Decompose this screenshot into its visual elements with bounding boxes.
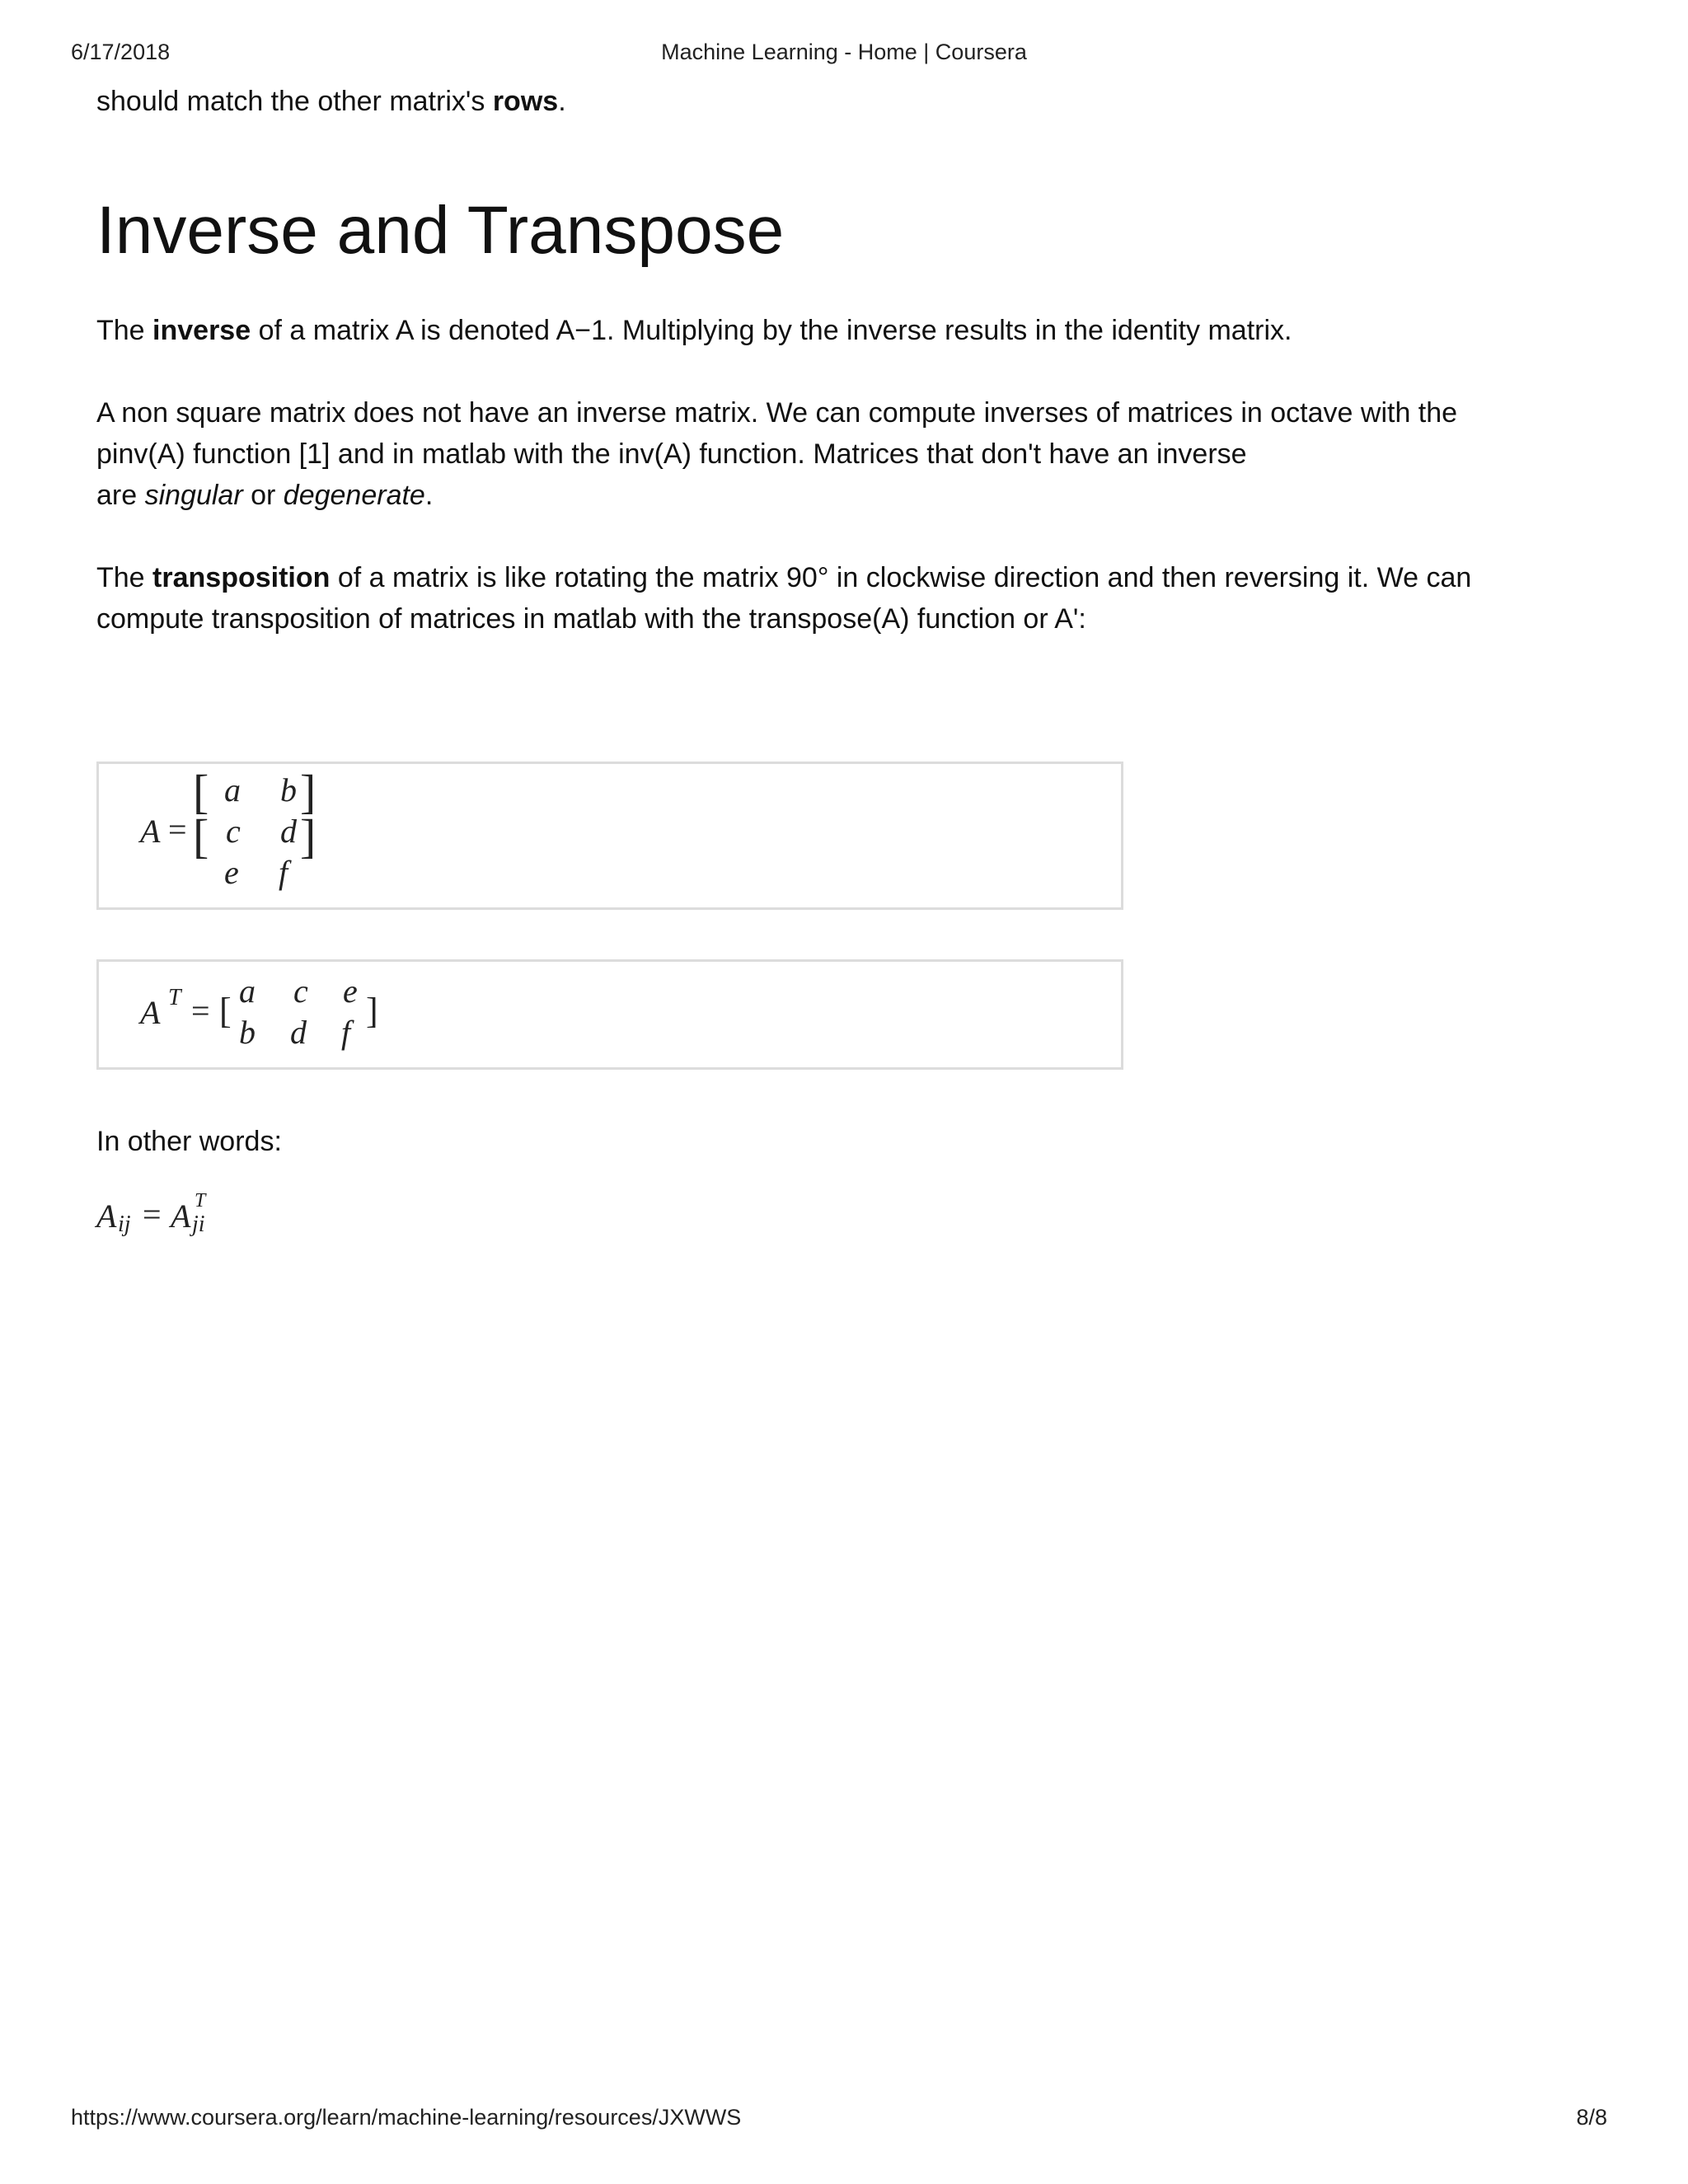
intro-suffix: . <box>558 86 566 117</box>
matrix-a-cell: f <box>279 854 288 891</box>
term-degenerate: degenerate <box>283 480 425 511</box>
nonsquare-line-3-prefix: are <box>96 480 145 511</box>
term-singular: singular <box>144 480 243 511</box>
matrix-a-cell: c <box>226 813 241 850</box>
eq-equals: = <box>143 1196 162 1233</box>
transpose-line-1 <box>96 557 1547 598</box>
matrix-at-bracket-open: [ <box>219 991 232 1031</box>
print-page-number: 8/8 <box>1576 2105 1607 2130</box>
matrix-a-cell: e <box>224 854 239 891</box>
matrix-at-cell: b <box>239 1014 256 1051</box>
matrix-a-lhs: A <box>140 813 161 850</box>
matrix-at-box <box>96 959 1123 1070</box>
matrix-at-cell: f <box>341 1014 351 1051</box>
eq-lhs: A <box>96 1197 117 1235</box>
matrix-at-cell: d <box>290 1014 307 1051</box>
print-footer-url: https://www.coursera.org/learn/machine-learning/resources/JXWWS <box>71 2105 742 2130</box>
matrix-at-equals: = <box>191 992 210 1029</box>
matrix-a-bracket-open-top: [ <box>193 765 209 818</box>
transpose-paragraph <box>96 557 1547 640</box>
inverse-paragraph <box>96 310 1547 351</box>
matrix-a-equals: = <box>168 811 187 848</box>
intro-text: should match the other matrix's <box>96 86 493 117</box>
print-date: 6/17/2018 <box>71 40 171 64</box>
intro-paragraph <box>96 81 1547 122</box>
transpose-bold: transposition <box>152 562 331 593</box>
matrix-a-bracket-open-bottom: [ <box>193 809 209 863</box>
transpose-line-2: compute transposition of matrices in matlab with the transpose(A) function or A': <box>96 603 1086 635</box>
nonsquare-paragraph <box>96 392 1547 516</box>
matrix-at-lhs: A <box>140 994 161 1031</box>
section-heading: Inverse and Transpose <box>96 193 785 268</box>
eq-rhs-sup: T <box>195 1190 206 1212</box>
transpose-text-1: The <box>96 562 153 593</box>
eq-lhs-sub: ij <box>118 1212 131 1237</box>
matrix-at-cell: c <box>293 972 308 1010</box>
nonsquare-line-3-middle: or <box>242 480 284 511</box>
matrix-a-bracket-close-bottom: ] <box>300 809 316 863</box>
inverse-text-1: The <box>96 315 153 346</box>
in-other-words: In other words: <box>96 1126 282 1157</box>
matrix-a-cell: d <box>280 813 297 850</box>
transpose-index-equation <box>96 1190 261 1246</box>
nonsquare-line-2: pinv(A) function [1] and in matlab with the inv(A) function. Matrices that don't have an inverse <box>96 438 1247 470</box>
matrix-at-cell: e <box>343 972 358 1010</box>
matrix-at-bracket-close: ] <box>366 991 378 1031</box>
matrix-at-sup: T <box>168 985 181 1010</box>
print-page-title: Machine Learning - Home | Coursera <box>661 40 1027 64</box>
eq-rhs: A <box>171 1197 191 1235</box>
transpose-text-2: of a matrix is like rotating the matrix 90° in clockwise direction and then reversing it. We can <box>330 562 1472 593</box>
inverse-bold: inverse <box>152 315 251 346</box>
matrix-a-cell: a <box>224 771 241 808</box>
inverse-text-2: of a matrix A is denoted A−1. Multiplying by the inverse results in the identity matrix. <box>251 315 1292 346</box>
intro-bold: rows <box>492 86 559 117</box>
matrix-a-box <box>96 762 1123 910</box>
nonsquare-line-3 <box>96 475 1547 516</box>
nonsquare-line-3-suffix: . <box>424 480 434 511</box>
eq-rhs-sub: ji <box>192 1212 205 1237</box>
matrix-a-cell: b <box>280 771 297 808</box>
nonsquare-line-1: A non square matrix does not have an inverse matrix. We can compute inverses of matrices in octave with the <box>96 397 1458 429</box>
matrix-at-cell: a <box>239 972 256 1010</box>
matrix-a-bracket-close-top: ] <box>300 765 316 818</box>
